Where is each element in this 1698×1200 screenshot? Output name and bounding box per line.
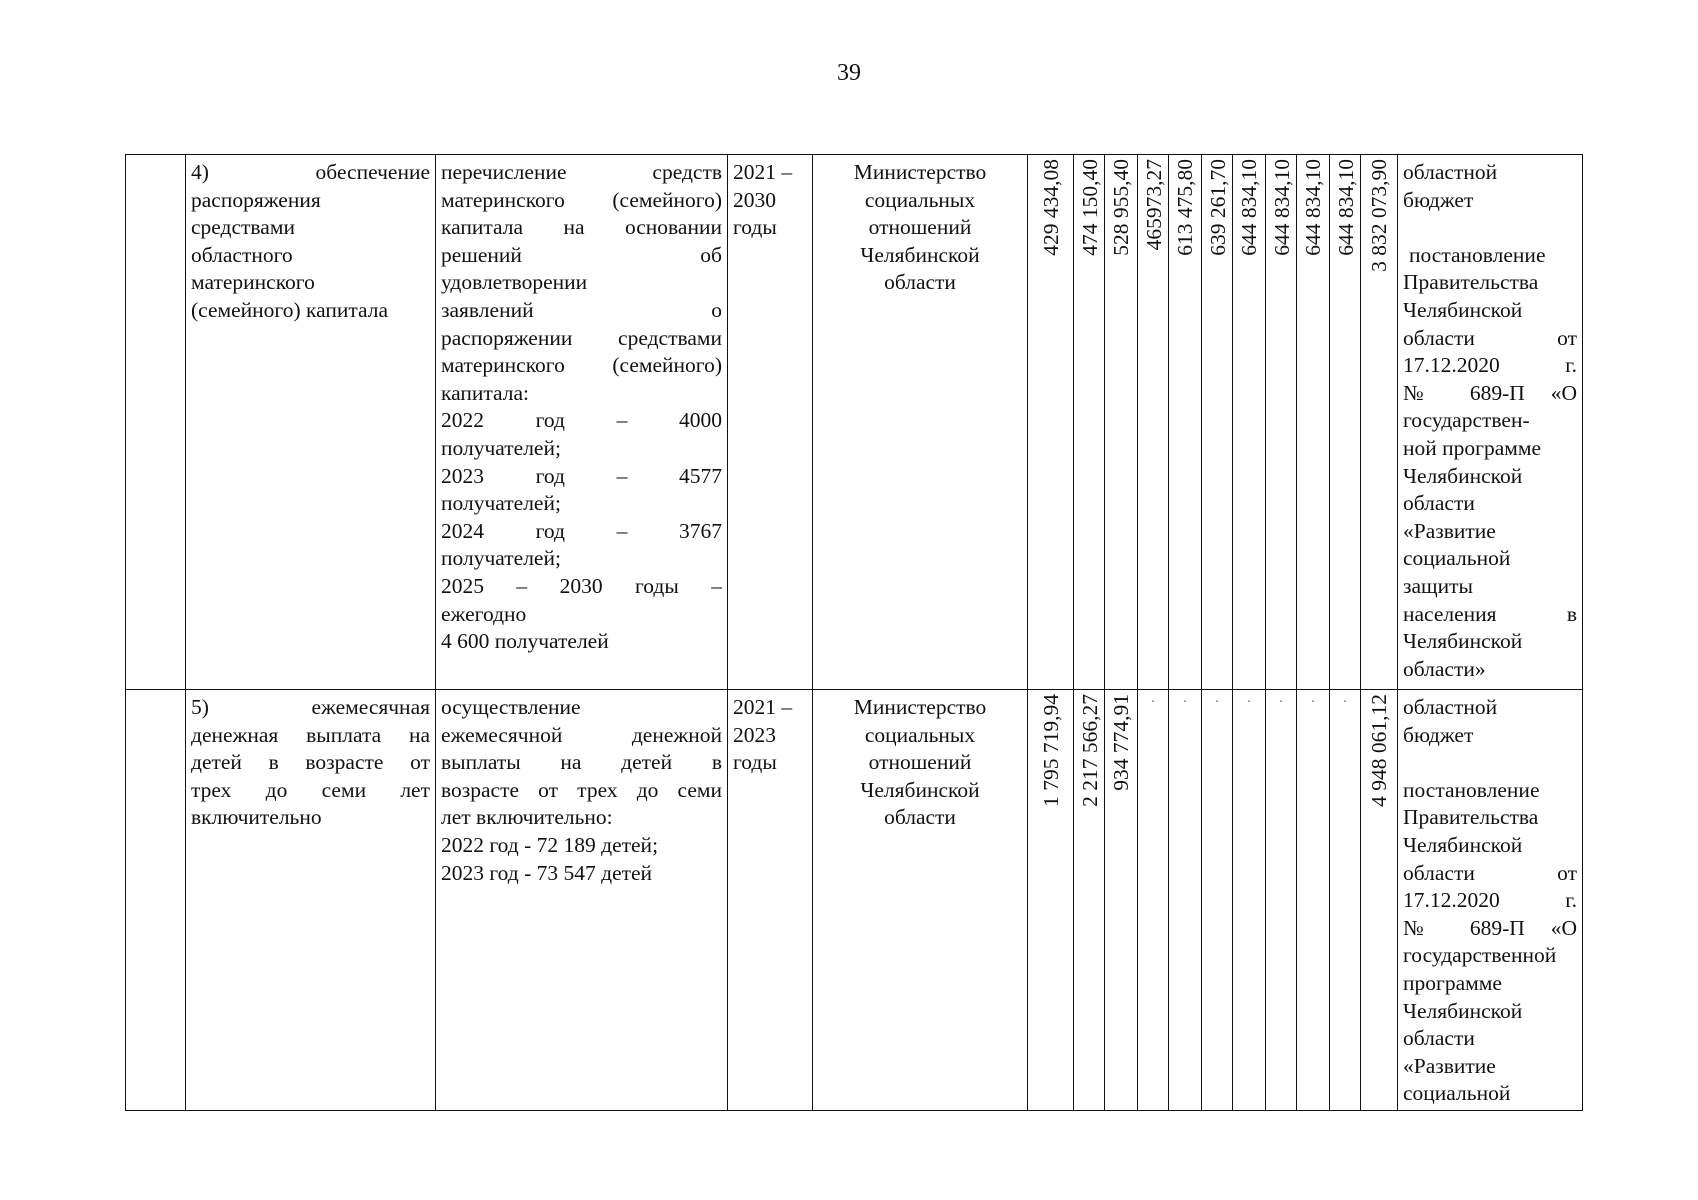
table-row xyxy=(126,155,1583,690)
executor-line: области xyxy=(884,805,956,830)
funding-source-line: Челябинской xyxy=(1403,297,1523,322)
funding-source-line: 17.12.2020 г. xyxy=(1403,353,1577,378)
description-line: материнского (семейного) xyxy=(441,187,722,212)
funding-source-cell xyxy=(1398,690,1583,1111)
amount-value: 644 834,10 xyxy=(1334,159,1358,256)
executor-line: социальных xyxy=(864,187,976,212)
funding-source-line: населения в xyxy=(1403,601,1577,626)
description-cell xyxy=(436,690,728,1111)
amount-cell xyxy=(1169,155,1202,690)
funding-source-line: государственной xyxy=(1403,943,1557,968)
funding-source-line: Правительства xyxy=(1403,270,1539,295)
amount-cell xyxy=(1330,155,1361,690)
period-line: 2030 xyxy=(733,187,776,212)
amount-value: 644 834,10 xyxy=(1301,159,1325,256)
description-line: получателей; xyxy=(441,435,561,460)
amount-cell xyxy=(1233,690,1266,1111)
funding-source-line xyxy=(1403,749,1577,777)
description-line: распоряжении средствами xyxy=(441,325,722,350)
amount-cell xyxy=(1074,690,1105,1111)
funding-source-line: 17.12.2020 г. xyxy=(1403,888,1577,913)
period-line: годы xyxy=(733,215,777,240)
amount-cell xyxy=(1074,155,1105,690)
amount-cell xyxy=(1105,690,1138,1111)
measure-name-line: средствами xyxy=(191,215,295,240)
measure-name-line: детей в возрасте от xyxy=(191,750,430,775)
funding-source-line: «Развитие xyxy=(1403,1053,1496,1078)
funding-source-line: Челябинской xyxy=(1403,629,1523,654)
description-line: материнского (семейного) xyxy=(441,353,722,378)
amount-value: 613 475,80 xyxy=(1173,159,1197,256)
amount-cell xyxy=(1105,155,1138,690)
description-line: капитала: xyxy=(441,380,530,405)
funding-source-line: области» xyxy=(1403,656,1486,681)
description-line: ежегодно xyxy=(441,601,527,626)
amount-cell xyxy=(1297,155,1330,690)
funding-source-line: социальной xyxy=(1403,546,1511,571)
executor-line: отношений xyxy=(868,215,972,240)
amount-cell xyxy=(1233,155,1266,690)
period-line: 2021 – xyxy=(733,160,793,184)
description-line: 2023 год - 73 547 детей xyxy=(441,860,653,885)
funding-source-line: постановление xyxy=(1409,242,1546,267)
description-line: перечисление средств xyxy=(441,160,722,184)
amount-value: 528 955,40 xyxy=(1109,159,1133,256)
funding-source-line: государствен- xyxy=(1403,408,1530,433)
description-line: осуществление xyxy=(441,695,581,719)
period-line: годы xyxy=(733,750,777,775)
measure-name-line: материнского xyxy=(191,270,315,295)
measure-name-line: (семейного) капитала xyxy=(191,297,389,322)
number-cell xyxy=(126,155,186,690)
description-line: капитала на основании xyxy=(441,215,722,240)
funding-source-line: «Развитие xyxy=(1403,518,1496,543)
period-line: 2021 – xyxy=(733,695,793,719)
description-line: удовлетворении xyxy=(441,270,588,295)
measure-name-line: денежная выплата на xyxy=(191,722,430,747)
number-cell xyxy=(126,690,186,1111)
amount-value: 3 832 073,90 xyxy=(1367,159,1391,272)
amount-cell xyxy=(1202,690,1233,1111)
measure-name-line: трех до семи лет xyxy=(191,777,430,802)
amount-dash: ˑ xyxy=(1215,696,1219,711)
amount-dash: ˑ xyxy=(1343,696,1347,711)
amount-cell xyxy=(1266,155,1297,690)
funding-source-line: Челябинской xyxy=(1403,832,1523,857)
amount-value: 429 434,08 xyxy=(1038,159,1063,256)
measure-name-cell xyxy=(186,155,436,690)
description-line: 4 600 получателей xyxy=(441,629,609,654)
amount-value: 465973,27 xyxy=(1142,159,1166,251)
description-line: 2025 – 2030 годы – xyxy=(441,573,722,598)
description-line: получателей; xyxy=(441,491,561,516)
measure-name-line: включительно xyxy=(191,805,322,830)
executor-line: Челябинской xyxy=(860,777,980,802)
amount-value: 2 217 566,27 xyxy=(1078,694,1102,807)
description-line: 2022 год - 72 189 детей; xyxy=(441,832,659,857)
measure-name-line: областного xyxy=(191,242,293,267)
description-line: 2024 год – 3767 xyxy=(441,518,722,543)
amount-cell xyxy=(1361,155,1398,690)
description-line: получателей; xyxy=(441,546,561,571)
funding-source-line: бюджет xyxy=(1403,722,1474,747)
funding-source-line: бюджет xyxy=(1403,187,1474,212)
amount-dash: ˑ xyxy=(1151,696,1155,711)
description-line: лет включительно: xyxy=(441,805,613,830)
description-line: ежемесячной денежной xyxy=(441,722,722,747)
funding-source-line: областной xyxy=(1403,160,1498,184)
amount-value: 1 795 719,94 xyxy=(1038,694,1063,807)
measure-name-cell xyxy=(186,690,436,1111)
amount-cell xyxy=(1028,155,1074,690)
description-line: 2023 год – 4577 xyxy=(441,463,722,488)
executor-line: отношений xyxy=(868,750,972,775)
measure-name-line: 5) ежемесячная xyxy=(191,695,430,719)
funding-source-line: областной xyxy=(1403,695,1498,719)
amount-dash: ˑ xyxy=(1247,696,1251,711)
amount-cell xyxy=(1330,690,1361,1111)
funding-source-cell xyxy=(1398,155,1583,690)
funding-source-line: области от xyxy=(1403,860,1577,885)
amount-value: 639 261,70 xyxy=(1206,159,1230,256)
executor-line: Челябинской xyxy=(860,242,980,267)
amount-value: 4 948 061,12 xyxy=(1367,694,1391,807)
period-cell xyxy=(728,155,813,690)
funding-source-line: области xyxy=(1403,491,1475,516)
funding-source-line: области от xyxy=(1403,325,1577,350)
measure-name-line: 4) обеспечение xyxy=(191,160,430,184)
description-line: решений об xyxy=(441,242,722,267)
description-line: выплаты на детей в xyxy=(441,750,722,775)
funding-source-line: Челябинской xyxy=(1403,998,1523,1023)
description-line: заявлений о xyxy=(441,297,722,322)
page-number: 39 xyxy=(837,60,861,86)
funding-source-line: постановление xyxy=(1403,777,1540,802)
period-line: 2023 xyxy=(733,722,776,747)
funding-source-line: ной программе xyxy=(1403,435,1542,460)
description-line: возрасте от трех до семи xyxy=(441,777,722,802)
funding-source-line: Челябинской xyxy=(1403,463,1523,488)
funding-source-line: № 689-П «О xyxy=(1403,915,1577,940)
description-line: 2022 год – 4000 xyxy=(441,408,722,433)
funding-source-line: области xyxy=(1403,1026,1475,1051)
amount-value: 644 834,10 xyxy=(1270,159,1294,256)
executor-line: области xyxy=(884,270,956,295)
funding-source-line: № 689-П «О xyxy=(1403,380,1577,405)
period-cell xyxy=(728,690,813,1111)
amount-value: 644 834,10 xyxy=(1237,159,1261,256)
executor-line: Министерство xyxy=(853,695,987,719)
amount-cell xyxy=(1361,690,1398,1111)
amount-dash: ˑ xyxy=(1279,696,1283,711)
amount-cell xyxy=(1169,690,1202,1111)
measure-name-line: распоряжения xyxy=(191,187,321,212)
funding-source-line xyxy=(1403,214,1577,242)
amount-cell xyxy=(1266,690,1297,1111)
program-table xyxy=(125,154,1583,1111)
amount-cell xyxy=(1138,155,1169,690)
amount-dash: ˑ xyxy=(1311,696,1315,711)
table-row xyxy=(126,690,1583,1111)
executor-line: социальных xyxy=(864,722,976,747)
amount-value: 474 150,40 xyxy=(1078,159,1102,256)
amount-cell xyxy=(1297,690,1330,1111)
amount-cell xyxy=(1138,690,1169,1111)
amount-cell xyxy=(1028,690,1074,1111)
description-cell xyxy=(436,155,728,690)
funding-source-line: социальной xyxy=(1403,1081,1511,1106)
amount-dash: ˑ xyxy=(1183,696,1187,711)
amount-value: 934 774,91 xyxy=(1109,694,1133,791)
executor-line: Министерство xyxy=(853,160,987,184)
funding-source-line: защиты xyxy=(1403,573,1473,598)
executor-cell xyxy=(813,690,1028,1111)
funding-source-line: Правительства xyxy=(1403,805,1539,830)
amount-cell xyxy=(1202,155,1233,690)
executor-cell xyxy=(813,155,1028,690)
funding-source-line: программе xyxy=(1403,970,1502,995)
